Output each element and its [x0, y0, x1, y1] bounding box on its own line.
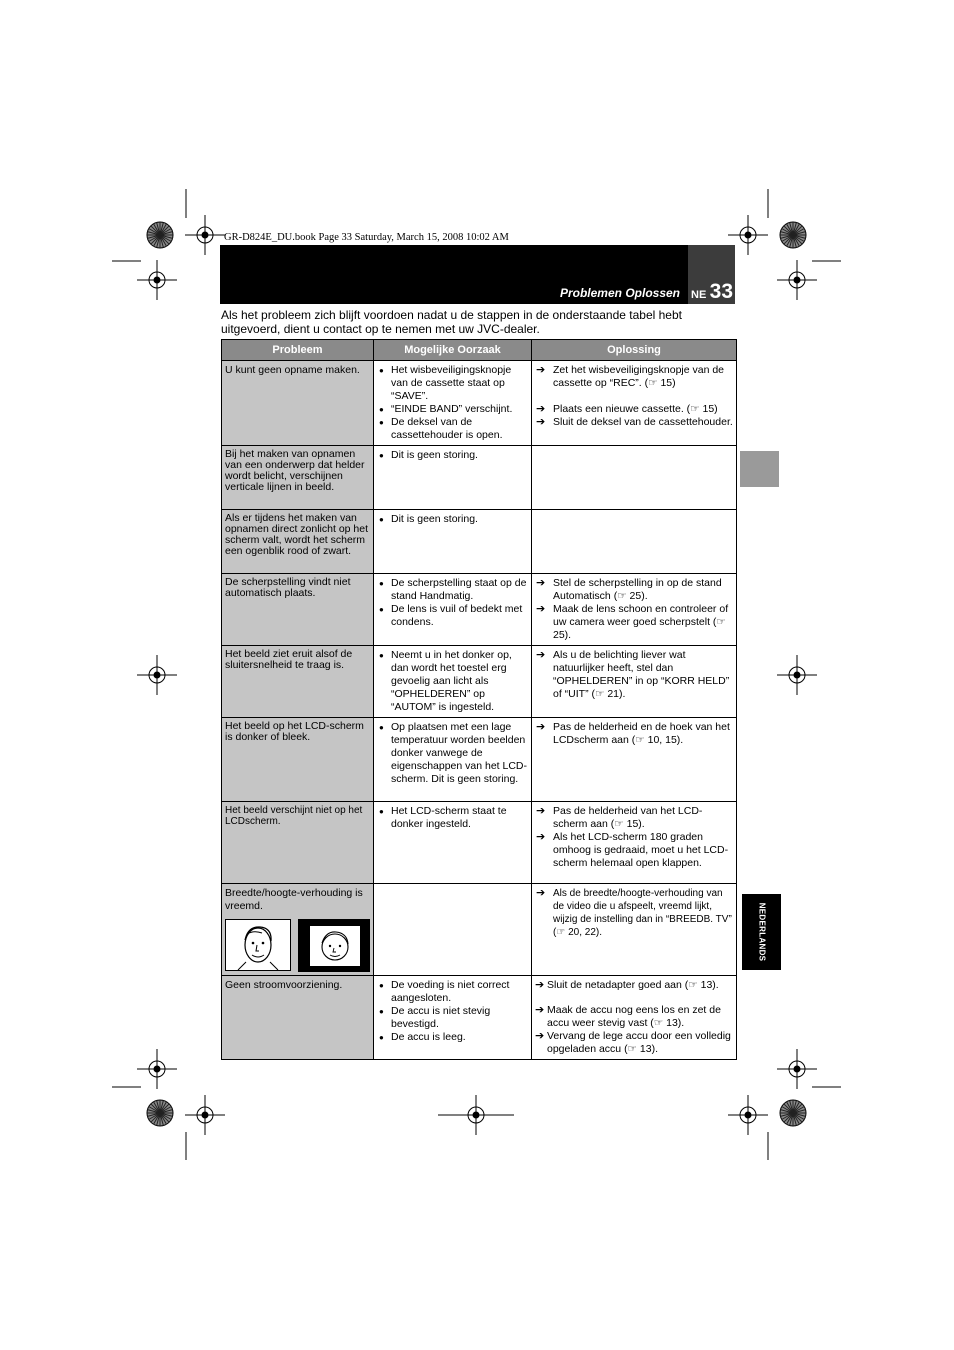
- solution-cell: [532, 361, 737, 446]
- table-row: [222, 718, 737, 802]
- header-solution: Oplossing: [532, 340, 737, 361]
- intro-paragraph: Als het probleem zich blijft voordoen nadat u de stappen in de onderstaande tabel hebt uitgevoerd, dient u contact op te nemen met uw JVC-dealer.: [221, 308, 682, 336]
- problem-cell: Geen stroomvoorziening.: [222, 976, 374, 1060]
- table-row: [222, 884, 737, 976]
- section-title: Problemen Oplossen: [559, 286, 680, 300]
- table-header-row: [222, 340, 737, 361]
- wide-face-illustration: [298, 919, 370, 972]
- language-code: NE: [691, 289, 707, 301]
- cause-item: ● De accu is leeg.: [377, 1031, 528, 1044]
- header-cause: Mogelijke Oorzaak: [374, 340, 532, 361]
- solution-cell: [532, 510, 737, 574]
- page-number: 33: [709, 280, 733, 303]
- cause-item: ● De deksel van de cassettehouder is open.: [377, 416, 528, 442]
- solution-item: ➔ Als het LCD-scherm 180 graden omhoog is gedraaid, moet u het LCD-scherm helemaal open klappen.: [535, 831, 733, 870]
- solution-item: ➔ Zet het wisbeveiligingsknopje van de cassette op “REC”. (☞ 15): [535, 364, 733, 390]
- cause-item: ● “EINDE BAND” verschijnt.: [377, 403, 528, 416]
- page-number-box: [688, 245, 735, 304]
- table-row: [222, 802, 737, 884]
- cause-item: ● De accu is niet stevig bevestigd.: [377, 1005, 528, 1031]
- cause-item: ● Dit is geen storing.: [377, 449, 528, 462]
- solution-item: ➔ Sluit de netadapter goed aan (☞ 13).: [535, 979, 733, 992]
- solution-cell: [532, 976, 737, 1060]
- problem-cell: Het beeld op het LCD-scherm is donker of bleek.: [222, 718, 374, 802]
- normal-face-illustration: [225, 919, 291, 971]
- page-header: [220, 245, 688, 304]
- table-row: [222, 574, 737, 646]
- aspect-ratio-illustrations: [225, 919, 370, 972]
- solution-cell: [532, 646, 737, 718]
- cause-cell: [374, 718, 532, 802]
- cause-cell: [374, 446, 532, 510]
- problem-cell: Bij het maken van opnamen van een onderwerp dat helder wordt belicht, verschijnen verticale lijnen in beeld.: [222, 446, 374, 510]
- cause-item: ● Op plaatsen met een lage temperatuur worden beelden donker vanwege de eigenschappen van het LCD-scherm. Dit is geen storing.: [377, 721, 528, 786]
- solution-cell: [532, 802, 737, 884]
- problem-cell: U kunt geen opname maken.: [222, 361, 374, 446]
- solution-item: ➔ Als u de belichting liever wat natuurlijker heeft, stel dan “OPHELDEREN” in op “KORR HELD” of “UIT” (☞ 21).: [535, 649, 733, 701]
- solution-item: ➔ Vervang de lege accu door een volledig opgeladen accu (☞ 13).: [535, 1030, 733, 1056]
- cause-item: ● Dit is geen storing.: [377, 513, 528, 526]
- file-info: GR-D824E_DU.book Page 33 Saturday, March 15, 2008 10:02 AM: [224, 232, 509, 243]
- solution-cell: [532, 574, 737, 646]
- solution-item: ➔ Maak de lens schoon en controleer of uw camera weer goed scherpstelt (☞ 25).: [535, 603, 733, 642]
- problem-cell: Het beeld ziet eruit alsof de sluitersnelheid te traag is.: [222, 646, 374, 718]
- table-row: [222, 646, 737, 718]
- solution-item: ➔ Plaats een nieuwe cassette. (☞ 15): [535, 403, 733, 416]
- problem-cell: Het beeld verschijnt niet op het LCDscherm.: [222, 802, 374, 884]
- cause-cell: [374, 646, 532, 718]
- solution-cell: [532, 446, 737, 510]
- cause-cell: [374, 976, 532, 1060]
- solution-item: ➔ Sluit de deksel van de cassettehouder.: [535, 416, 733, 429]
- problem-cell: Als er tijdens het maken van opnamen direct zonlicht op het scherm valt, wordt het scherm een ogenblik rood of zwart.: [222, 510, 374, 574]
- cause-item: ● De lens is vuil of bedekt met condens.: [377, 603, 528, 629]
- cause-cell: [374, 510, 532, 574]
- problem-cell: De scherpstelling vindt niet automatisch plaats.: [222, 574, 374, 646]
- cause-item: ● Het LCD-scherm staat te donker ingesteld.: [377, 805, 528, 831]
- cause-item: ● Neemt u in het donker op, dan wordt het toestel erg gevoelig aan licht als “OPHELDEREN” op “AUTOM” is ingesteld.: [377, 649, 528, 714]
- problem-cell: Breedte/hoogte-verhouding is vreemd.: [222, 884, 374, 976]
- table-row: [222, 976, 737, 1060]
- cause-item: ● De voeding is niet correct aangesloten.: [377, 979, 528, 1005]
- table-row: [222, 510, 737, 574]
- cause-cell: [374, 361, 532, 446]
- solution-cell: [532, 884, 737, 976]
- cause-cell: [374, 802, 532, 884]
- solution-item: ➔ Maak de accu nog eens los en zet de accu weer stevig vast (☞ 13).: [535, 1004, 733, 1030]
- solution-cell: [532, 718, 737, 802]
- cause-item: ● Het wisbeveiligingsknopje van de cassette staat op “SAVE”.: [377, 364, 528, 403]
- language-tab-label: NEDERLANDS: [757, 902, 766, 962]
- cause-item: ● De scherpstelling staat op de stand Handmatig.: [377, 577, 528, 603]
- section-tab: [740, 451, 779, 487]
- cause-cell: [374, 574, 532, 646]
- cause-cell: [374, 884, 532, 976]
- troubleshooting-table: [221, 339, 737, 1060]
- solution-item: ➔ Stel de scherpstelling in op de stand Automatisch (☞ 25).: [535, 577, 733, 603]
- language-tab: [742, 894, 781, 970]
- solution-item: ➔ Als de breedte/hoogte-verhouding van de video die u afspeelt, vreemd lijkt, wijzig de instelling dan in “BREEDB. TV” (☞ 20, 22).: [535, 887, 733, 939]
- solution-item: ➔ Pas de helderheid en de hoek van het LCDscherm aan (☞ 10, 15).: [535, 721, 733, 747]
- solution-item: ➔ Pas de helderheid van het LCD-scherm aan (☞ 15).: [535, 805, 733, 831]
- table-row: [222, 446, 737, 510]
- header-problem: Probleem: [222, 340, 374, 361]
- table-row: [222, 361, 737, 446]
